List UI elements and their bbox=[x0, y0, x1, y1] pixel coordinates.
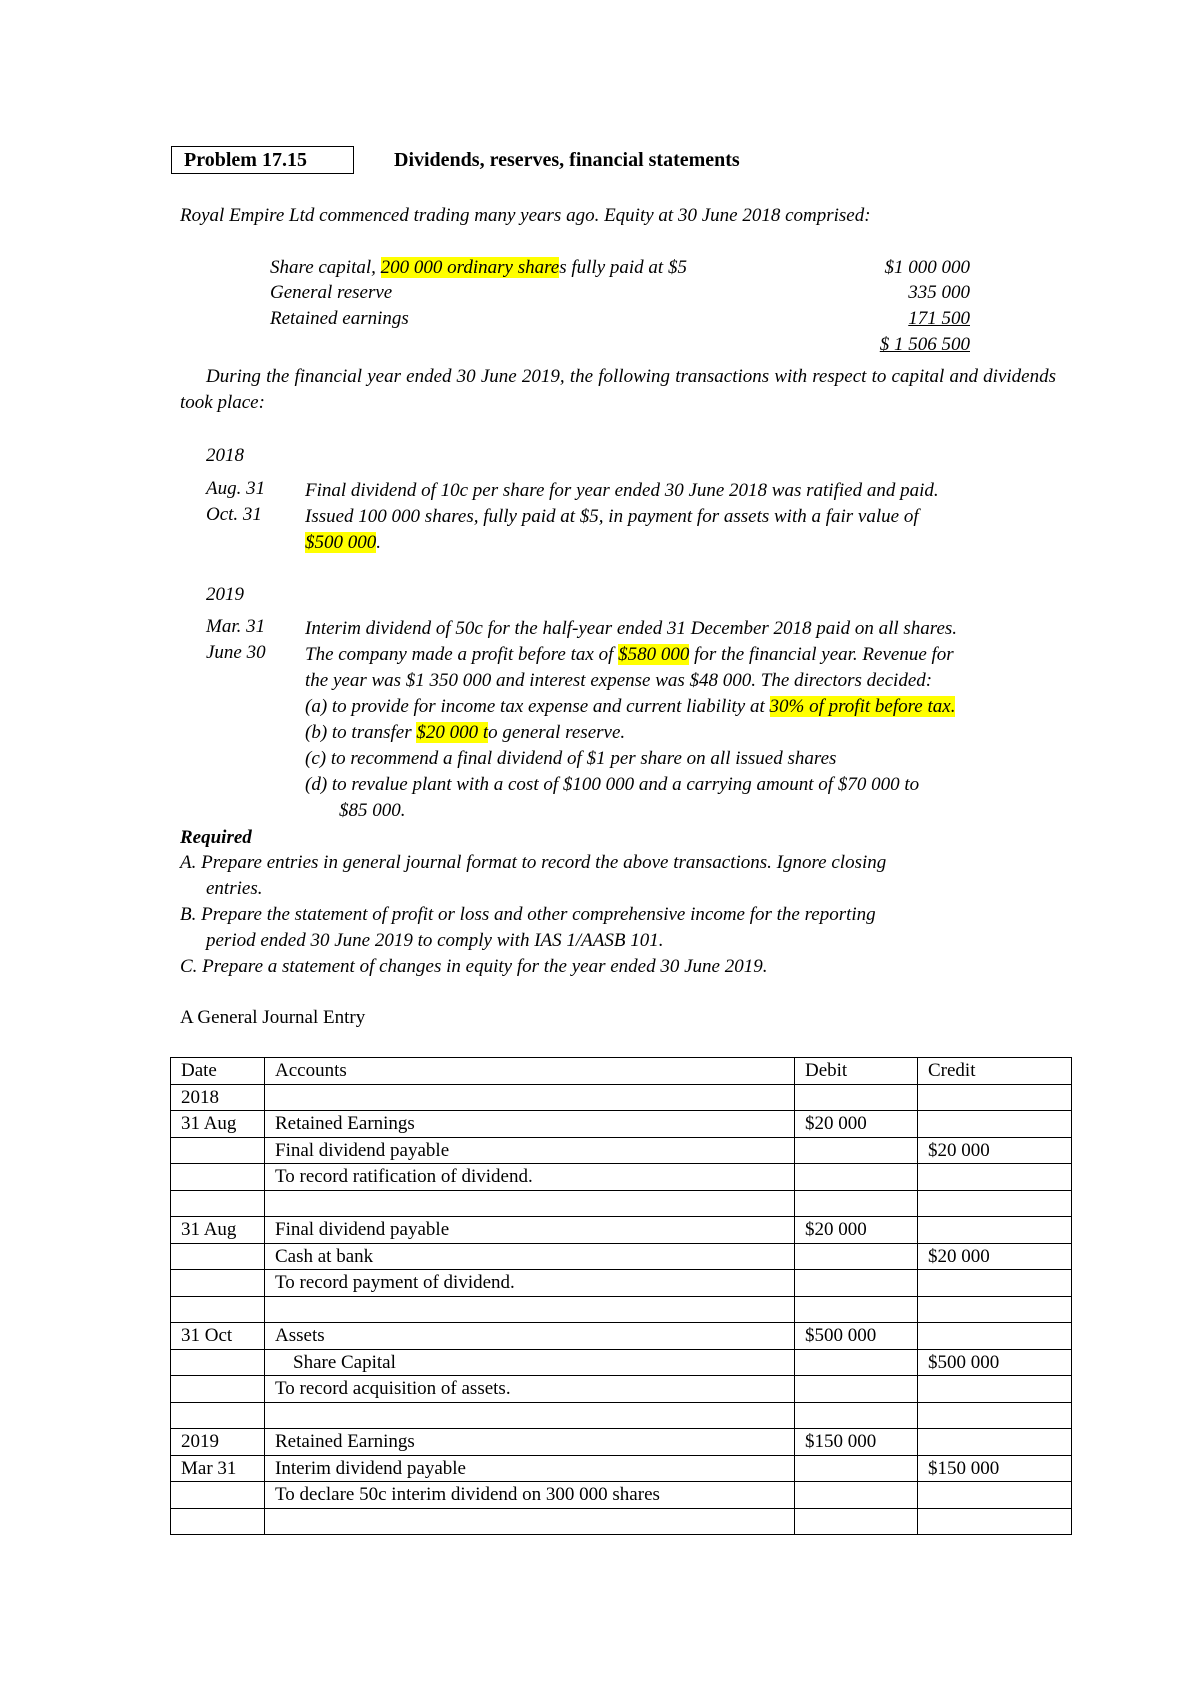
table-cell bbox=[171, 1190, 265, 1217]
table-row bbox=[171, 1482, 1072, 1509]
table-row bbox=[171, 1508, 1072, 1535]
table-cell bbox=[795, 1508, 918, 1535]
table-row bbox=[171, 1164, 1072, 1191]
table-row bbox=[171, 1349, 1072, 1376]
tx-text-june: The company made a profit before tax of $580 000 for the financial year. Revenue for the year was $1 350 000 and interest expense was $48 000. The directors decided: (a) to provide for income tax expense and current liability at 30% of profit before tax. (b) to transfer $20 000 to general reserve. (c) to recommend a final dividend of $1 per share on all issued shares (d) to revalue plant with a cost of $100 000 and a carrying amount of $70 000 to $85 000. bbox=[305, 644, 956, 821]
header-cell: Credit bbox=[918, 1058, 1072, 1085]
table-cell bbox=[795, 1482, 918, 1509]
table-row bbox=[171, 1323, 1072, 1350]
tx-date-aug: Aug. 31 bbox=[206, 478, 266, 499]
equity-value: $1 000 000 bbox=[884, 257, 970, 278]
table-cell bbox=[918, 1429, 1072, 1456]
tx-text-oct: Issued 100 000 shares, fully paid at $5, in payment for assets with a fair value of $500 000. bbox=[305, 506, 919, 553]
table-row bbox=[171, 1137, 1072, 1164]
table-row bbox=[171, 1084, 1072, 1111]
table-cell: Mar 31 bbox=[171, 1455, 265, 1482]
year-2019: 2019 bbox=[206, 584, 244, 605]
table-cell: $20 000 bbox=[795, 1111, 918, 1138]
table-cell bbox=[171, 1137, 265, 1164]
table-cell: 2018 bbox=[171, 1084, 265, 1111]
table-cell bbox=[918, 1164, 1072, 1191]
during-paragraph: During the financial year ended 30 June 2019, the following transactions with respect to capital and dividends took place: bbox=[180, 366, 1056, 413]
table-cell bbox=[795, 1296, 918, 1323]
table-cell bbox=[918, 1270, 1072, 1297]
table-cell: To declare 50c interim dividend on 300 000 shares bbox=[265, 1482, 795, 1509]
equity-value: 171 500 bbox=[908, 308, 970, 329]
table-cell bbox=[918, 1296, 1072, 1323]
highlight: $20 000 t bbox=[416, 722, 489, 743]
table-cell: Retained Earnings bbox=[265, 1429, 795, 1456]
table-cell bbox=[171, 1243, 265, 1270]
highlight: $500 000 bbox=[305, 532, 377, 553]
highlight: 200 000 ordinary share bbox=[380, 257, 560, 278]
table-cell bbox=[918, 1111, 1072, 1138]
table-cell: 31 Oct bbox=[171, 1323, 265, 1350]
table-cell bbox=[171, 1164, 265, 1191]
equity-total: $ 1 506 500 bbox=[879, 334, 970, 355]
table-cell: $500 000 bbox=[918, 1349, 1072, 1376]
table-cell bbox=[795, 1164, 918, 1191]
required-heading: Required bbox=[180, 827, 252, 848]
general-journal-table bbox=[170, 1057, 1072, 1535]
table-cell bbox=[795, 1349, 918, 1376]
header-cell: Debit bbox=[795, 1058, 918, 1085]
table-row bbox=[171, 1429, 1072, 1456]
table-cell: 31 Aug bbox=[171, 1111, 265, 1138]
table-row bbox=[171, 1455, 1072, 1482]
highlight: $580 000 bbox=[618, 644, 690, 665]
table-cell: Retained Earnings bbox=[265, 1111, 795, 1138]
table-cell: $20 000 bbox=[795, 1217, 918, 1244]
table-cell: $20 000 bbox=[918, 1243, 1072, 1270]
table-cell bbox=[265, 1296, 795, 1323]
problem-number-box: Problem 17.15 bbox=[171, 146, 354, 174]
table-cell: To record payment of dividend. bbox=[265, 1270, 795, 1297]
table-cell bbox=[171, 1508, 265, 1535]
table-cell bbox=[265, 1508, 795, 1535]
table-cell: Final dividend payable bbox=[265, 1137, 795, 1164]
problem-title: Dividends, reserves, financial statements bbox=[394, 149, 740, 171]
table-cell bbox=[171, 1296, 265, 1323]
tx-date-june: June 30 bbox=[206, 642, 266, 663]
table-cell: $20 000 bbox=[918, 1137, 1072, 1164]
table-cell bbox=[795, 1270, 918, 1297]
table-row bbox=[171, 1190, 1072, 1217]
table-row bbox=[171, 1243, 1072, 1270]
table-cell bbox=[795, 1455, 918, 1482]
table-cell bbox=[171, 1270, 265, 1297]
table-cell: 2019 bbox=[171, 1429, 265, 1456]
table-cell: $150 000 bbox=[795, 1429, 918, 1456]
table-cell: $500 000 bbox=[795, 1323, 918, 1350]
table-cell bbox=[795, 1084, 918, 1111]
tx-text-mar: Interim dividend of 50c for the half-year ended 31 December 2018 paid on all shares. bbox=[305, 618, 958, 639]
table-cell: Cash at bank bbox=[265, 1243, 795, 1270]
equity-row-share-capital: Share capital, 200 000 ordinary shares fully paid at $5 $1 000 000 bbox=[270, 257, 970, 278]
table-cell bbox=[795, 1243, 918, 1270]
table-row bbox=[171, 1296, 1072, 1323]
table-cell bbox=[918, 1323, 1072, 1350]
header-cell: Accounts bbox=[265, 1058, 795, 1085]
tx-date-mar: Mar. 31 bbox=[206, 616, 266, 637]
table-cell bbox=[918, 1402, 1072, 1429]
equity-total-row bbox=[270, 334, 970, 358]
table-row bbox=[171, 1376, 1072, 1403]
tx-date-oct: Oct. 31 bbox=[206, 504, 262, 525]
table-row bbox=[171, 1217, 1072, 1244]
equity-value: 335 000 bbox=[908, 282, 970, 303]
table-cell: $150 000 bbox=[918, 1455, 1072, 1482]
highlight: 30% of profit before tax. bbox=[769, 696, 956, 717]
table-cell bbox=[265, 1190, 795, 1217]
table-cell: Assets bbox=[265, 1323, 795, 1350]
table-cell bbox=[918, 1217, 1072, 1244]
table-row bbox=[171, 1402, 1072, 1429]
table-cell bbox=[918, 1084, 1072, 1111]
table-cell bbox=[795, 1190, 918, 1217]
table-cell bbox=[171, 1482, 265, 1509]
table-cell: Interim dividend payable bbox=[265, 1455, 795, 1482]
table-header-row bbox=[171, 1058, 1072, 1085]
table-cell bbox=[918, 1482, 1072, 1509]
required-list: A. Prepare entries in general journal format to record the above transactions. Ignore closing entries. B. Prepare the statement of profit or loss and other comprehensive income for the reporting period ended 30 June 2019 to comply with IAS 1/AASB 101. C. Prepare a statement of changes in equity for the year ended 30 June 2019. bbox=[180, 852, 887, 977]
table-cell bbox=[265, 1402, 795, 1429]
equity-row-retained-earnings: Retained earnings 171 500 bbox=[270, 308, 970, 329]
equity-row-general-reserve: General reserve 335 000 bbox=[270, 282, 970, 303]
table-cell bbox=[171, 1402, 265, 1429]
table-cell bbox=[795, 1137, 918, 1164]
intro-text: Royal Empire Ltd commenced trading many years ago. Equity at 30 June 2018 comprised: bbox=[180, 205, 871, 226]
table-row bbox=[171, 1111, 1072, 1138]
table-cell: Final dividend payable bbox=[265, 1217, 795, 1244]
header-cell: Date bbox=[171, 1058, 265, 1085]
table-cell bbox=[918, 1376, 1072, 1403]
table-cell: To record acquisition of assets. bbox=[265, 1376, 795, 1403]
journal-caption: A General Journal Entry bbox=[180, 1007, 366, 1028]
table-cell: Share Capital bbox=[265, 1349, 795, 1376]
table-cell bbox=[918, 1190, 1072, 1217]
table-cell: 31 Aug bbox=[171, 1217, 265, 1244]
table-cell bbox=[265, 1084, 795, 1111]
tx-text-aug: Final dividend of 10c per share for year ended 30 June 2018 was ratified and paid. bbox=[305, 480, 939, 501]
table-cell bbox=[795, 1376, 918, 1403]
table-cell bbox=[171, 1376, 265, 1403]
table-cell bbox=[795, 1402, 918, 1429]
table-cell: To record ratification of dividend. bbox=[265, 1164, 795, 1191]
table-row bbox=[171, 1270, 1072, 1297]
table-cell bbox=[171, 1349, 265, 1376]
table-cell bbox=[918, 1508, 1072, 1535]
year-2018: 2018 bbox=[206, 445, 244, 466]
